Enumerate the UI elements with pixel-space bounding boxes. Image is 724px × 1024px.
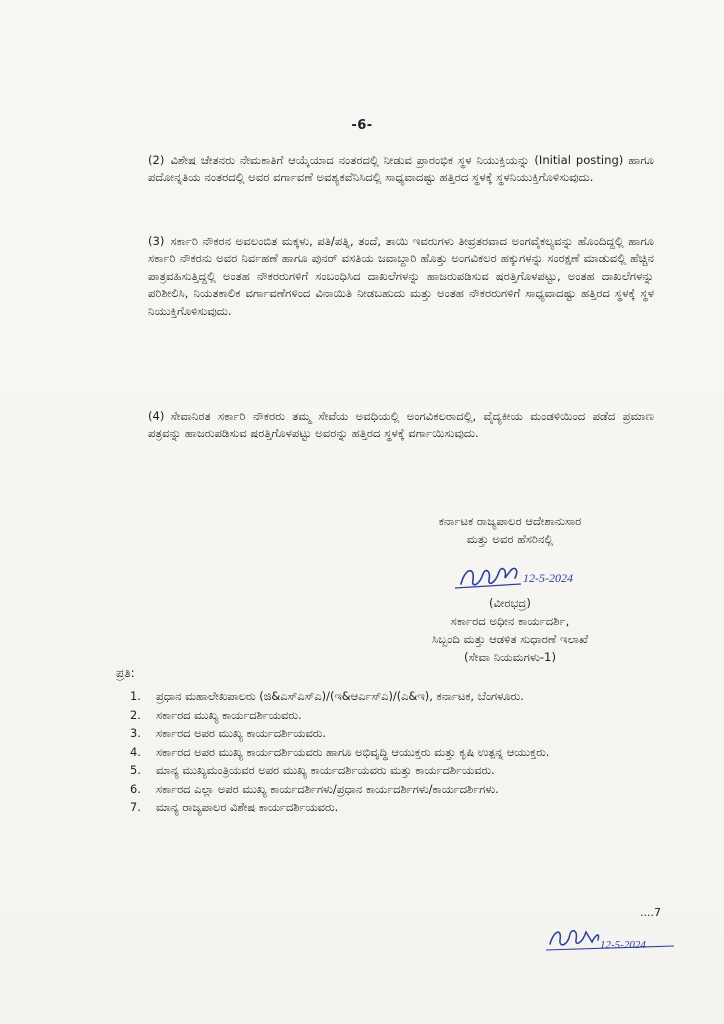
signatory-designation: ಸರ್ಕಾರದ ಅಧೀನ ಕಾರ್ಯದರ್ಶಿ, bbox=[450, 614, 570, 628]
page-number: -6- bbox=[351, 118, 373, 133]
signatory-name: (ವೀರಭದ್ರ) bbox=[489, 596, 531, 610]
list-item: 1. ಪ್ರಧಾನ ಮಹಾಲೇಖಪಾಲರು (ಜಿ&ಎಸ್ಎಸ್ಎ)/(ಇ&ಆರ್ಎಸ್ಎ)/(ಎ&ಇ), ಕರ್ನಾಟಕ, ಬೆಂಗಳೂರು. bbox=[130, 689, 524, 703]
list-item: 3. ಸರ್ಕಾರದ ಅಪರ ಮುಖ್ಯ ಕಾರ್ಯದರ್ಶಿಯವರು. bbox=[130, 726, 327, 740]
order-line-2: ಮತ್ತು ಅವರ ಹೆಸರಿನಲ್ಲಿ bbox=[466, 532, 554, 546]
list-item: 2. ಸರ್ಕಾರದ ಮುಖ್ಯ ಕಾರ್ಯದರ್ಶಿಯವರು. bbox=[130, 707, 302, 722]
paragraph-text: ವಿಶೇಷ ಚೇತನರು ನೇಮಕಾತಿಗೆ ಆಯ್ಕೆಯಾದ ನಂತರದಲ್ಲಿ ನೀಡುವ ಪ್ರಾರಂಭಿಕ ಸ್ಥಳ ನಿಯುಕ್ತಿಯನ್ನು (Initial posting) ಹಾಗೂ ಪದೋನ್ನತಿಯ ನಂತರದಲ್ಲಿ ಅವರ ವರ್ಗಾವಣೆ ಅವಶ್ಯಕವೆನಿಸಿದಲ್ಲಿ ಸಾಧ್ಯವಾದಷ್ಟು ಹತ್ತಿರದ ಸ್ಥಳಕ್ಕೆ ಸ್ಥಳನಿಯುಕ್ತಿಗೊಳಿಸುವುದು. bbox=[148, 153, 654, 185]
paragraph-3 bbox=[148, 233, 654, 320]
paragraph-number: (3) bbox=[148, 234, 165, 248]
paragraph-number: (2) bbox=[148, 153, 165, 167]
list-item: 5. ಮಾನ್ಯ ಮುಖ್ಯಮಂತ್ರಿಯವರ ಅಪರ ಮುಖ್ಯ ಕಾರ್ಯದರ್ಶಿಯವರು ಮತ್ತು ಕಾರ್ಯದರ್ಶಿಯವರು. bbox=[130, 763, 495, 777]
paragraph-2 bbox=[148, 152, 654, 187]
paragraph-text: ಸೇವಾನಿರತ ಸರ್ಕಾರಿ ನೌಕರರು ತಮ್ಮ ಸೇವೆಯ ಅವಧಿಯಲ್ಲಿ ಅಂಗವಿಕಲರಾದಲ್ಲಿ, ವೈದ್ಯಕೀಯ ಮಂಡಳಿಯಿಂದ ಪಡೆದ ಪ್ರಮಾಣ ಪತ್ರವನ್ನು ಹಾಜರುಪಡಿಸುವ ಷರತ್ತಿಗೊಳಪಟ್ಟು ಅವರನ್ನು ಹತ್ತಿರದ ಸ್ಥಳಕ್ಕೆ ವರ್ಗಾಯಿಸುವುದು. bbox=[148, 409, 654, 441]
signature-image bbox=[425, 560, 595, 594]
continuation-marker: ....7 bbox=[640, 906, 661, 919]
bottom-signature-image bbox=[540, 918, 680, 958]
paragraph-number: (4) bbox=[148, 409, 165, 423]
signature-date: 12-5-2024 bbox=[523, 571, 573, 585]
paragraph-4 bbox=[148, 408, 654, 443]
signatory-section: (ಸೇವಾ ನಿಯಮಗಳು-1) bbox=[464, 650, 556, 664]
order-authority bbox=[360, 512, 660, 548]
paragraph-text: ಸರ್ಕಾರಿ ನೌಕರನ ಅವಲಂಬಿತ ಮಕ್ಕಳು, ಪತಿ/ಪತ್ನಿ, ತಂದೆ, ತಾಯಿ ಇವರುಗಳು ತೀವ್ರತರವಾದ ಅಂಗವೈಕಲ್ಯವನ್ನು ಹೊಂದಿದ್ದಲ್ಲಿ ಹಾಗೂ ಸರ್ಕಾರಿ ನೌಕರನು ಅವರ ನಿರ್ವಹಣೆ ಹಾಗೂ ಪುನರ್ ವಸತಿಯ ಜವಾಬ್ದಾರಿ ಹೊತ್ತು ಅಂಗವಿಕಲರ ಹಕ್ಕುಗಳನ್ನು ಸಂರಕ್ಷಣೆ ಮಾಡುವಲ್ಲಿ ಹೆಚ್ಚಿನ ಪಾತ್ರವಹಿಸುತ್ತಿದ್ದಲ್ಲಿ ಅಂತಹ ನೌಕರರುಗಳಿಗೆ ಸಂಬಂಧಿಸಿದ ದಾಖಲೆಗಳನ್ನು ಹಾಜರುಪಡಿಸುವ ಷರತ್ತಿಗೊಳಪಟ್ಟು, ಅಂತಹ ದಾಖಲೆಗಳನ್ನು ಪರಿಶೀಲಿಸಿ, ನಿಯತಕಾಲಿಕ ವರ್ಗಾವಣೆಗಳಿಂದ ವಿನಾಯಿತಿ ನೀಡಬಹುದು ಮತ್ತು ಅಂತಹ ನೌಕರರುಗಳಿಗೆ ಸಾಧ್ಯವಾದಷ್ಟು ಹತ್ತಿರದ ಸ್ಥಳಕ್ಕೆ ಸ್ಥಳ ನಿಯುಕ್ತಿಗೊಳಿಸುವುದು. bbox=[148, 234, 654, 318]
copy-to-list bbox=[130, 688, 664, 818]
list-item: 4. ಸರ್ಕಾರದ ಅಪರ ಮುಖ್ಯ ಕಾರ್ಯದರ್ಶಿಯವರು ಹಾಗೂ ಅಭಿವೃದ್ಧಿ ಆಯುಕ್ತರು ಮತ್ತು ಕೃಷಿ ಉತ್ಪನ್ನ ಆಯುಕ್ತರು. bbox=[130, 744, 550, 759]
order-line-1: ಕರ್ನಾಟಕ ರಾಜ್ಯಪಾಲರ ಆದೇಶಾನುಸಾರ bbox=[438, 514, 582, 528]
copy-to-label: ಪ್ರತಿ: bbox=[116, 666, 135, 680]
list-item: 6. ಸರ್ಕಾರದ ಎಲ್ಲಾ ಅಪರ ಮುಖ್ಯ ಕಾರ್ಯದರ್ಶಿಗಳು/ಪ್ರಧಾನ ಕಾರ್ಯದರ್ಶಿಗಳು/ಕಾರ್ಯದರ್ಶಿಗಳು. bbox=[130, 781, 499, 796]
signatory-block bbox=[360, 560, 660, 666]
bottom-signature-date: 12-5-2024 bbox=[600, 939, 646, 951]
list-item: 7. ಮಾನ್ಯ ರಾಜ್ಯಪಾಲರ ವಿಶೇಷ ಕಾರ್ಯದರ್ಶಿಯವರು. bbox=[130, 800, 339, 814]
signatory-department: ಸಿಬ್ಬಂದಿ ಮತ್ತು ಆಡಳಿತ ಸುಧಾರಣೆ ಇಲಾಖೆ bbox=[431, 632, 589, 646]
